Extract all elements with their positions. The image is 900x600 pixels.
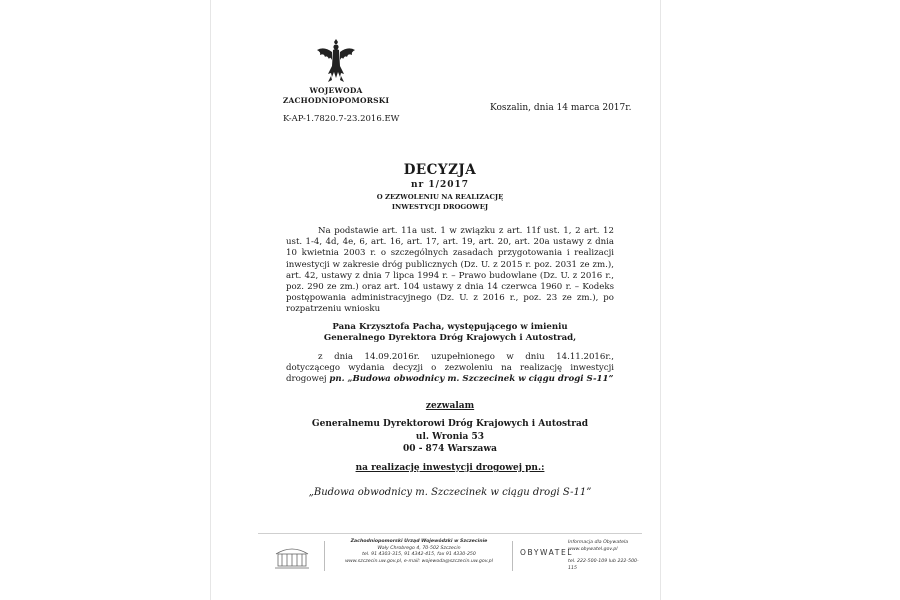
scope-label: na realizację inwestycji drogowej pn.: [355, 463, 545, 473]
footer-divider-right [512, 541, 513, 571]
page-left-edge [210, 0, 211, 600]
applicant-line-2: Generalnego Dyrektora Dróg Krajowych i Autostrad, [323, 333, 577, 344]
footer-rule [258, 533, 642, 534]
issuing-authority [282, 86, 390, 106]
applicant-line-1: Pana Krzysztofa Pacha, występującego w imieniu [332, 322, 568, 332]
authority-line-1: WOJEWODA [309, 86, 363, 95]
recipient-street: ul. Wronia 53 [415, 431, 485, 442]
obywatel-info-block [568, 540, 646, 572]
eagle-emblem-icon [314, 38, 358, 86]
office-name: Zachodniopomorski Urząd Wojewódzki w Szczecinie [350, 539, 488, 544]
application-text: z dnia 14.09.2016r. uzupełnionego w dniu 14.11.2016r., dotyczącego wydania decyzji o zezwoleniu na realizację inwestycji drogowej [286, 352, 614, 385]
authority-line-2: ZACHODNIOPOMORSKI [282, 96, 390, 105]
permit-word: zezwalam [425, 401, 475, 411]
office-address: Wały Chrobrego 4, 70-502 Szczecin [377, 545, 461, 551]
office-contact-block [330, 539, 508, 565]
decision-title: DECYZJA [403, 162, 477, 178]
decision-number: nr 1/2017 [410, 180, 470, 190]
obywatel-info-url: www.obywatel.gov.pl [568, 546, 618, 552]
office-web: www.szczecin.uw.gov.pl, e-mail: wojewoda@szczecin.uw.gov.pl [345, 558, 493, 564]
legal-basis-paragraph: Na podstawie art. 11a ust. 1 w związku z art. 11f ust. 1, 2 art. 12 ust. 1-4, 4d, 4e, 6, art. 16, art. 17, art. 19, art. 20, art. 20a ustawy z dnia 10 kwietnia 2003 r. o szczególnych zasadach przygotowania i realizacji inwestycji w zakresie dróg publicznych (Dz. U. z 2015 r. poz. 2031 ze zm.), art. 42, ustawy z dnia 7 lipca 1994 r. – Prawo budowlane (Dz. U. z 2016 r., poz. 290 ze zm.) oraz art. 104 ustawy z dnia 14 czerwca 1960 r. – Kodeks postępowania administracyjnego (Dz. U. z 2016 r., poz. 23 ze zm.), po rozpatrzeniu wniosku [286, 226, 614, 315]
applicant-block [286, 322, 614, 344]
subject-line-1: O ZEZWOLENIU NA REALIZACJĘ [376, 193, 504, 201]
recipient-block [286, 418, 614, 456]
obywatel-brand: OBYWATEL [520, 548, 574, 557]
recipient-city: 00 - 874 Warszawa [403, 444, 497, 454]
obywatel-info-title: Informacja dla Obywatela [568, 540, 629, 545]
office-building-logo-icon [272, 540, 312, 572]
recipient-name: Generalnemu Dyrektorowi Dróg Krajowych i Autostrad [311, 419, 589, 429]
decision-subject [340, 192, 540, 212]
subject-line-2: INWESTYCJI DROGOWEJ [391, 203, 489, 211]
case-reference: K-AP-1.7820.7-23.2016.EW [283, 114, 400, 124]
place-and-date: Koszalin, dnia 14 marca 2017r. [490, 103, 632, 113]
office-phone: tel. 91 4303-315, 91 4342-415, fax 91 4330-250 [362, 552, 476, 558]
project-title: „Budowa obwodnicy m. Szczecinek w ciągu drogi S-11” [308, 487, 592, 498]
application-project-name: pn. „Budowa obwodnicy m. Szczecinek w ciągu drogi S-11” [329, 374, 614, 385]
footer-divider-left [324, 541, 325, 571]
page-right-edge [660, 0, 661, 600]
application-paragraph [286, 352, 614, 386]
obywatel-phone: tel. 222-500-109 lub 222-500-115 [568, 559, 639, 571]
